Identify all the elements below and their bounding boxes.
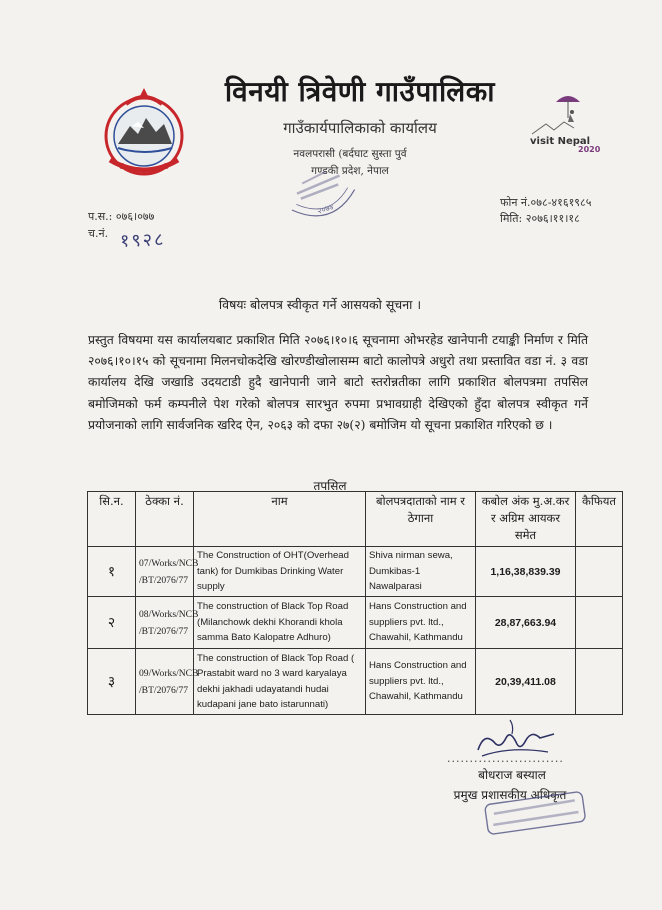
row-sn: ३ xyxy=(88,649,136,715)
row-name: The construction of Black Top Road ( Prastabit ward no 3 ward karyalaya dekhi jakhadi udayatandi hudai kudapani jane bato istarunnati) xyxy=(194,649,366,715)
row-name: The Construction of OHT(Overhead tank) for Dumkibas Drinking Water supply xyxy=(194,547,366,597)
signature-dotted-line: .......................... xyxy=(447,752,564,765)
row-remarks xyxy=(576,547,623,597)
header-bidder: बोलपत्रदाताको नाम र ठेगाना xyxy=(366,492,476,547)
letter-ps-number: प.स.: ०७६।०७७ xyxy=(88,210,155,223)
row-name: The construction of Black Top Road (Milanchowk dekhi Khorandi khola samma Bato Kalopatre Adhuro) xyxy=(194,597,366,649)
letter-cn-handwritten: १९२८ xyxy=(119,229,166,252)
subject-line: विषयः बोलपत्र स्वीकृत गर्ने आसयको सूचना । xyxy=(218,297,422,312)
org-title: विनयी त्रिवेणी गाउँपालिका xyxy=(224,75,496,108)
row-ref: 08/Works/NCB /BT/2076/77 xyxy=(136,597,194,649)
row-remarks xyxy=(576,649,623,715)
phone-number: फोन नं.०७८-४१६१९८५ xyxy=(500,196,592,209)
signatory-title: प्रमुख प्रशासकीय अधिकृत xyxy=(453,788,567,802)
org-subtitle: गाउँकार्यपालिकाको कार्यालय xyxy=(283,119,437,137)
address-line-1: नवलपरासी (बर्दघाट सुस्ता पुर्व xyxy=(293,148,407,160)
header-name: नाम xyxy=(194,492,366,547)
body-paragraph: प्रस्तुत विषयमा यस कार्यालयबाट प्रकाशित मिति २०७६।१०।६ सूचनामा ओभरहेड खानेपानी टयाङ्की निर्माण र मिति २०७६।१०।१५ को सूचनामा मिलनचोकदेखि खोरण्डीखोलासम्म बाटो कालोपत्रे अधुरो तथा प्रस्तावित वडा नं. ३ वडा कार्यालय देखि जखाडि उदयटाडी हुदै खानेपानी जाने बाटो स्तरोन्नतीका लागि प्रकाशित बोलपत्रमा तपसिल बमोजिमको फर्म कम्पनीले पेश गरेको बोलपत्र सारभुत रुपमा प्रभावग्राही देखिएको हुँदा बोलपत्र स्वीकृत गर्ने प्रयोजनाको लागि सार्वजनिक खरिद ऐन, २०६३ को दफा २७(२) बमोजिम यो सूचना प्रकाशित गरिएको छ । xyxy=(88,333,588,432)
address-line-2: गण्डकी प्रदेश, नेपाल xyxy=(311,165,389,177)
visit-nepal-logo-icon xyxy=(522,88,618,154)
table-row xyxy=(88,649,623,715)
table-header-row xyxy=(88,492,623,547)
header-ref: ठेक्का नं. xyxy=(136,492,194,547)
officer-seal-icon xyxy=(480,788,590,836)
visit-logo-year: 2020 xyxy=(578,145,601,154)
row-amount: 28,87,663.94 xyxy=(476,597,576,649)
row-ref: 07/Works/NCB /BT/2076/77 xyxy=(136,547,194,597)
letter-cn-label: च.नं. xyxy=(88,227,109,240)
table-row xyxy=(88,547,623,597)
visit-logo-text: visit Nepal xyxy=(530,136,591,147)
svg-text:२०७४: २०७४ xyxy=(316,202,335,216)
letter-date: मिति: २०७६।११।१८ xyxy=(500,212,580,225)
row-bidder: Hans Construction and suppliers pvt. ltd., Chawahil, Kathmandu xyxy=(366,649,476,715)
row-bidder: Shiva nirman sewa, Dumkibas-1 Nawalparasi xyxy=(366,547,476,597)
row-sn: २ xyxy=(88,597,136,649)
header-amount: कबोल अंक मु.अ.कर र अग्रिम आयकर समेत xyxy=(476,492,576,547)
table-row xyxy=(88,597,623,649)
row-remarks xyxy=(576,597,623,649)
row-sn: १ xyxy=(88,547,136,597)
header-sn: सि.न. xyxy=(88,492,136,547)
row-ref: 09/Works/NCB /BT/2076/77 xyxy=(136,649,194,715)
header-remarks: कैफियत xyxy=(576,492,623,547)
row-amount: 1,16,38,839.39 xyxy=(476,547,576,597)
office-stamp-icon xyxy=(283,160,361,232)
table-title: तपसिल xyxy=(313,479,347,493)
bid-table xyxy=(87,491,623,715)
signatory-name: बोधराज बस्याल xyxy=(478,768,546,782)
row-amount: 20,39,411.08 xyxy=(476,649,576,715)
nepal-emblem-icon xyxy=(92,82,196,186)
row-bidder: Hans Construction and suppliers pvt. ltd., Chawahil, Kathmandu xyxy=(366,597,476,649)
